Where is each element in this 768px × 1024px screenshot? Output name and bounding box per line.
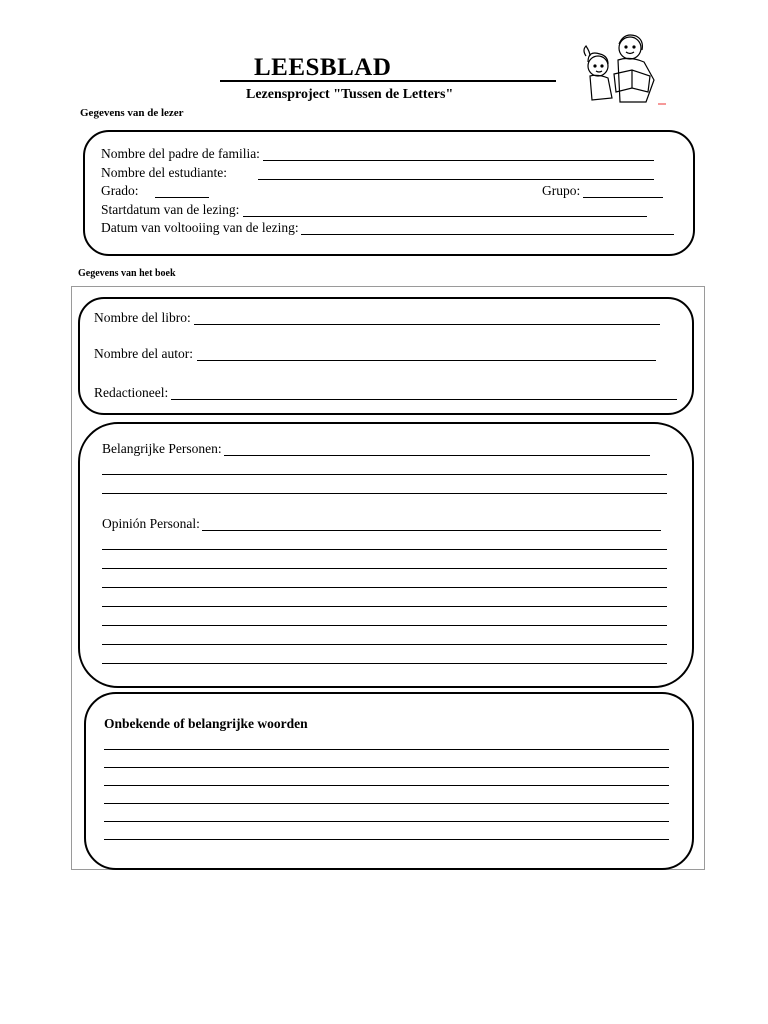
start-date-label: Startdatum van de lezing: (101, 202, 240, 217)
page-subtitle: Lezensproject "Tussen de Letters" (246, 87, 454, 102)
adult-head-shape (619, 37, 641, 59)
publisher-label: Redactioneel: (94, 385, 169, 400)
grade-label: Grado: (101, 183, 139, 198)
book-name-field[interactable] (194, 324, 660, 325)
opinion-line[interactable] (102, 644, 667, 645)
characters-label: Belangrijke Personen: (102, 441, 222, 456)
opinion-line[interactable] (102, 606, 667, 607)
opinion-field[interactable] (202, 530, 661, 531)
characters-field[interactable] (224, 455, 650, 456)
child-body-shape (590, 75, 612, 100)
publisher-field[interactable] (171, 399, 677, 400)
author-field[interactable] (197, 360, 656, 361)
book-name-label: Nombre del libro: (94, 310, 191, 325)
opinion-label: Opinión Personal: (102, 516, 200, 531)
characters-line[interactable] (102, 493, 667, 494)
opinion-line[interactable] (102, 549, 667, 550)
group-label: Grupo: (542, 183, 581, 198)
child-head-shape (588, 56, 608, 76)
words-line[interactable] (104, 803, 669, 804)
adult-body-shape (618, 58, 654, 102)
end-date-field[interactable] (301, 234, 674, 235)
student-name-label: Nombre del estudiante: (101, 165, 227, 180)
characters-opinion-box (78, 422, 694, 688)
grade-field[interactable] (155, 197, 209, 198)
parent-name-label: Nombre del padre de familia: (101, 146, 260, 161)
words-label: Onbekende of belangrijke woorden (104, 716, 308, 731)
words-line[interactable] (104, 839, 669, 840)
page-title (220, 54, 556, 82)
reading-children-illustration (574, 30, 670, 108)
opinion-line[interactable] (102, 568, 667, 569)
author-label: Nombre del autor: (94, 346, 193, 361)
group-field[interactable] (583, 197, 663, 198)
parent-name-field[interactable] (263, 160, 654, 161)
student-name-field[interactable] (258, 179, 654, 180)
opinion-line[interactable] (102, 625, 667, 626)
end-date-label: Datum van voltooiing van de lezing: (101, 220, 299, 235)
words-line[interactable] (104, 785, 669, 786)
opinion-line[interactable] (102, 587, 667, 588)
characters-line[interactable] (102, 474, 667, 475)
reader-section-label: Gegevens van de lezer (80, 107, 184, 119)
words-line[interactable] (104, 821, 669, 822)
opinion-line[interactable] (102, 663, 667, 664)
start-date-field[interactable] (243, 216, 647, 217)
words-line[interactable] (104, 749, 669, 750)
title-text: LEESBLAD (254, 54, 392, 81)
book-section-label: Gegevens van het boek (78, 268, 176, 279)
words-line[interactable] (104, 767, 669, 768)
